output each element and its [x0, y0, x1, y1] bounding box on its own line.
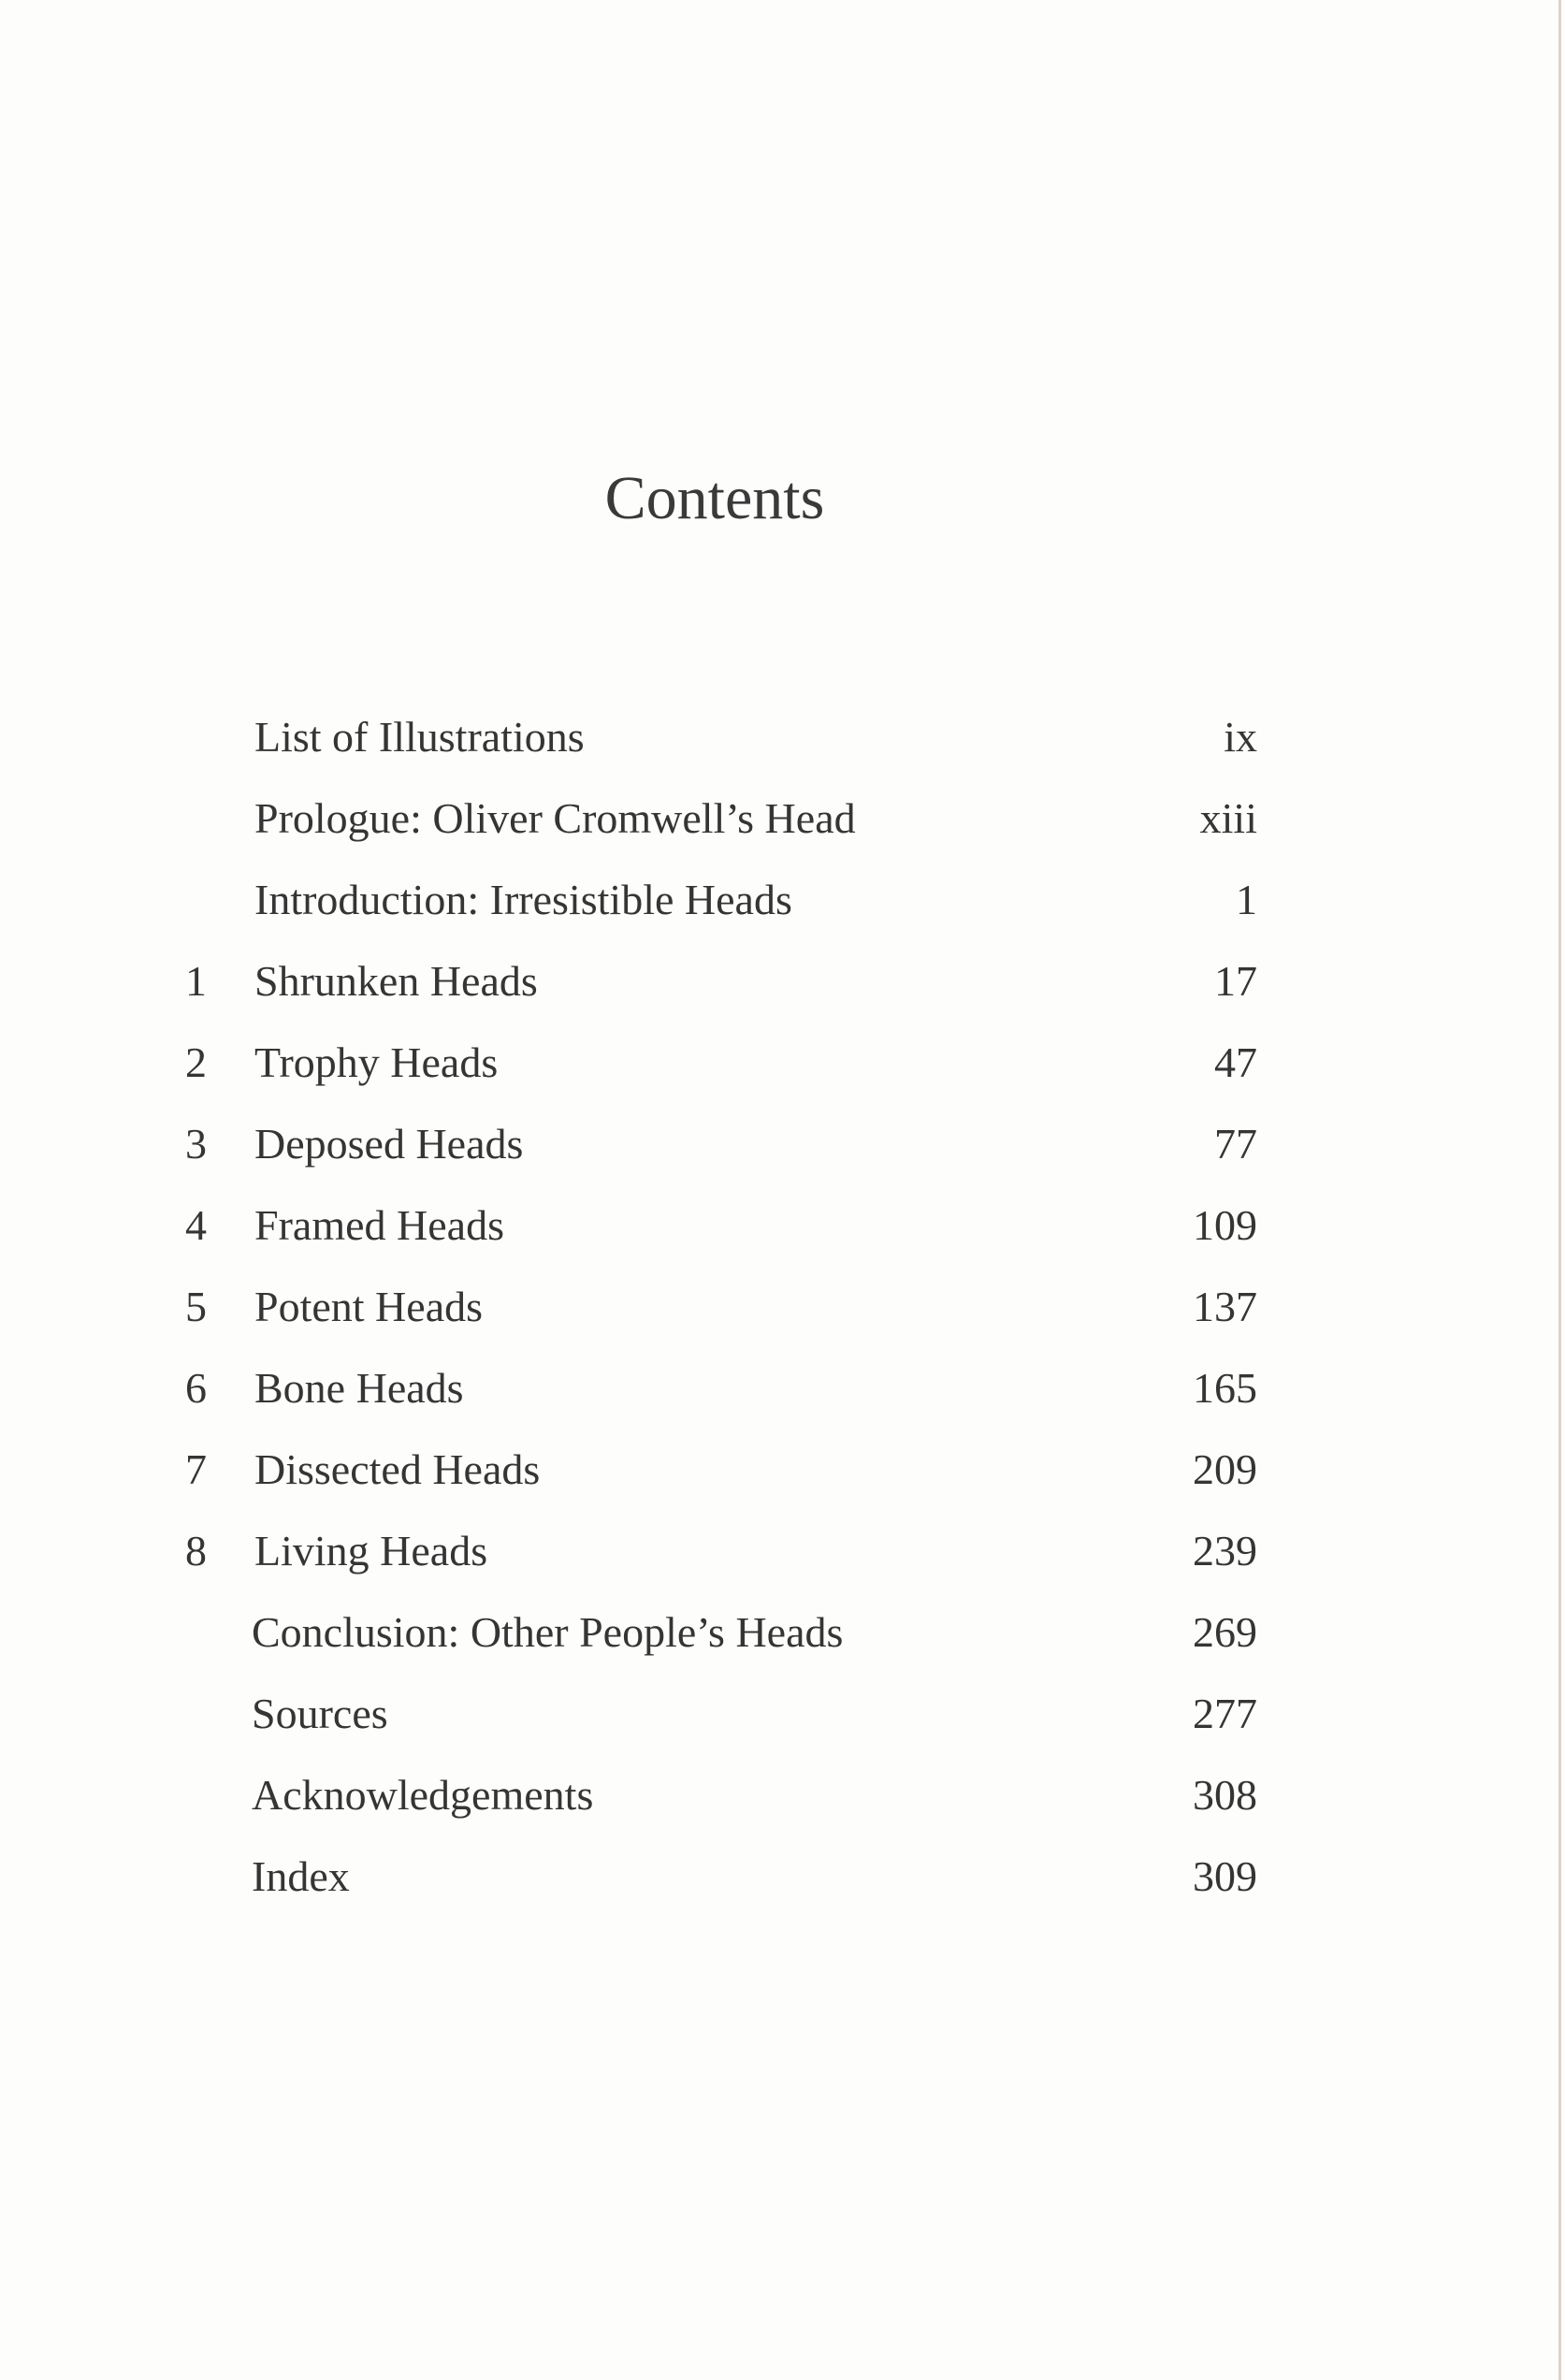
- toc-entry: [0, 1604, 1565, 1661]
- chapter-number: 1: [185, 957, 207, 1005]
- toc-entry: [0, 953, 1565, 1009]
- chapter-number: 3: [185, 1120, 207, 1168]
- page-edge: [1558, 0, 1561, 2380]
- entry-title: Introduction: Irresistible Heads: [254, 876, 792, 923]
- entry-title: Deposed Heads: [254, 1120, 524, 1168]
- chapter-number: 5: [185, 1283, 207, 1330]
- toc-entry: [0, 1442, 1565, 1498]
- toc-entry: [0, 791, 1565, 847]
- toc-entry: [0, 1116, 1565, 1172]
- toc-entry: [0, 1279, 1565, 1335]
- chapter-number: 8: [185, 1527, 207, 1575]
- chapter-number: 6: [185, 1364, 207, 1412]
- page-number: 165: [1193, 1364, 1257, 1412]
- page-number: 1: [1236, 876, 1257, 923]
- entry-title: Prologue: Oliver Cromwell’s Head: [254, 794, 856, 842]
- toc-entry: [0, 872, 1565, 928]
- entry-title: Potent Heads: [254, 1283, 484, 1330]
- chapter-number: 7: [185, 1445, 207, 1493]
- toc-entry: [0, 1035, 1565, 1091]
- chapter-number: 2: [185, 1038, 207, 1086]
- toc-entry: [0, 1523, 1565, 1579]
- entry-title: Bone Heads: [254, 1364, 464, 1412]
- entry-title: Living Heads: [254, 1527, 488, 1575]
- page-number: 277: [1193, 1690, 1257, 1737]
- page-number: 77: [1214, 1120, 1257, 1168]
- entry-title: Framed Heads: [254, 1201, 504, 1249]
- page-number: 269: [1193, 1608, 1257, 1656]
- toc-entry: [0, 1849, 1565, 1905]
- page-number: 308: [1193, 1771, 1257, 1819]
- toc-entry: [0, 1767, 1565, 1823]
- page-number: 109: [1193, 1201, 1257, 1249]
- page-number: 209: [1193, 1445, 1257, 1493]
- page-title: Contents: [604, 464, 825, 532]
- toc-entry: [0, 1686, 1565, 1742]
- entry-title: Dissected Heads: [254, 1445, 541, 1493]
- page-number: 137: [1193, 1283, 1257, 1330]
- page-number: ix: [1224, 713, 1257, 761]
- page-number: xiii: [1199, 794, 1257, 842]
- toc-entry: [0, 1197, 1565, 1254]
- toc-entry: [0, 1360, 1565, 1416]
- page-number: 17: [1214, 957, 1257, 1005]
- chapter-number: 4: [185, 1201, 207, 1249]
- toc-entry: [0, 709, 1565, 765]
- entry-title: Shrunken Heads: [254, 957, 538, 1005]
- entry-title: Conclusion: Other People’s Heads: [252, 1608, 844, 1656]
- page-number: 239: [1193, 1527, 1257, 1575]
- entry-title: List of Illustrations: [254, 713, 585, 761]
- entry-title: Index: [252, 1852, 350, 1900]
- entry-title: Trophy Heads: [254, 1038, 499, 1086]
- entry-title: Acknowledgements: [252, 1771, 594, 1819]
- page-number: 47: [1214, 1038, 1257, 1086]
- entry-title: Sources: [252, 1690, 388, 1737]
- page-number: 309: [1193, 1852, 1257, 1900]
